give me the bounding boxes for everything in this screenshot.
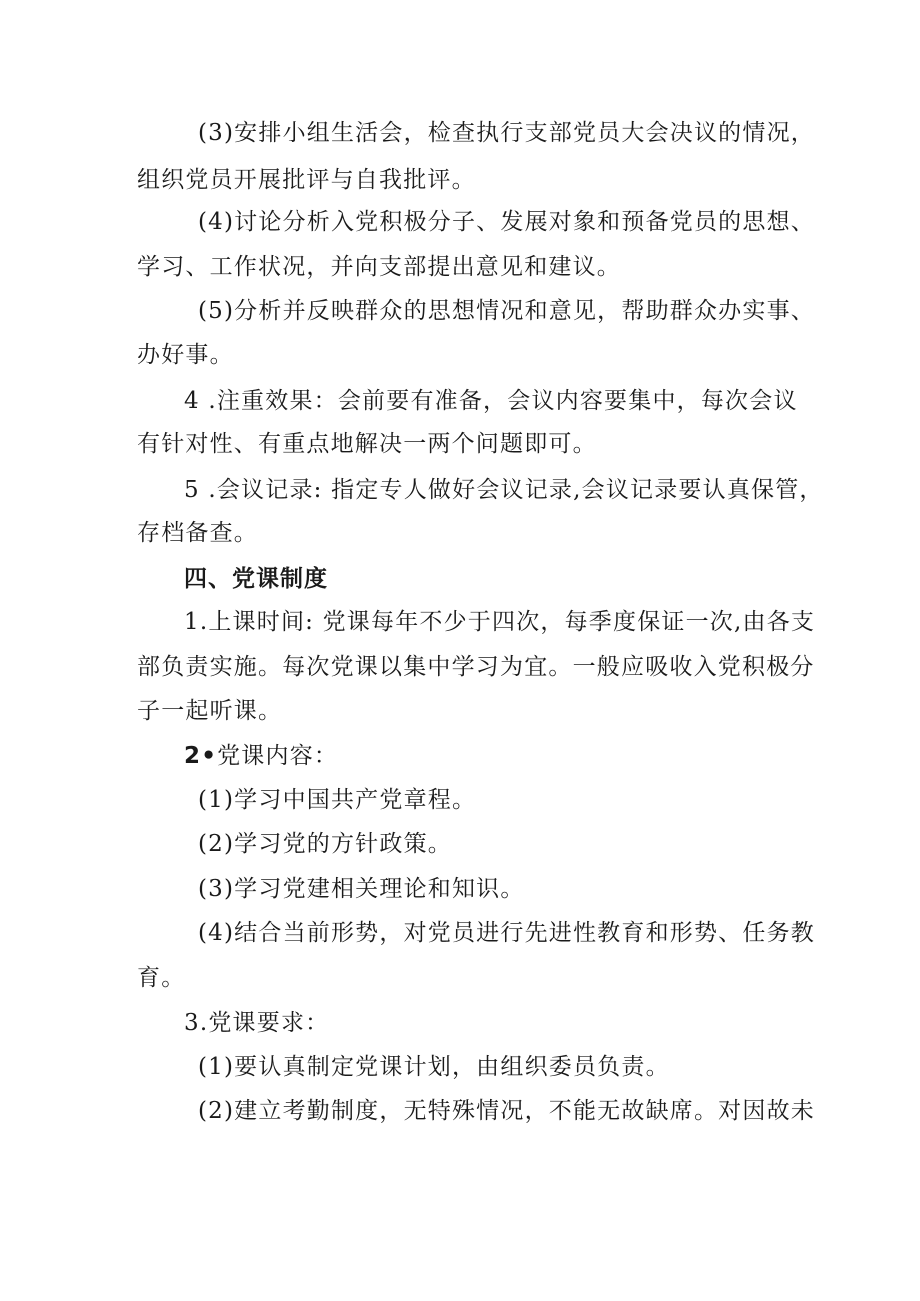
paragraph-4-line-1: (4)讨论分析入党积极分子、发展对象和预备党员的思想、 <box>198 209 815 235</box>
paragraph-5-line-2: 办好事。 <box>137 342 234 368</box>
paragraph-5-line-1: (5)分析并反映群众的思想情况和意见，帮助群众办实事、 <box>198 298 815 324</box>
section-heading-party-lecture: 四、党课制度 <box>184 566 328 592</box>
lecture-content-item-1: (1)学习中国共产党章程。 <box>198 787 477 813</box>
lecture-requirement-1: (1)要认真制定党课计划，由组织委员负责。 <box>198 1054 670 1080</box>
lecture-content-item-4-line-1: (4)结合当前形势，对党员进行先进性教育和形势、任务教 <box>198 920 815 946</box>
lecture-requirement-2: (2)建立考勤制度，无特殊情况，不能无故缺席。对因故未 <box>198 1098 815 1124</box>
item-number: 2• <box>184 743 218 769</box>
lecture-requirements-heading: 3.党课要求： <box>184 1010 330 1036</box>
lecture-time-line-2: 部负责实施。每次党课以集中学习为宜。一般应吸收入党积极分 <box>137 654 815 680</box>
paragraph-4-line-2: 学习、工作状况，并向支部提出意见和建议。 <box>137 254 621 280</box>
item-5-line-1: 5 .会议记录: 指定专人做好会议记录,会议记录要认真保管， <box>184 477 824 503</box>
item-title: 党课内容： <box>217 743 339 769</box>
lecture-content-item-3: (3)学习党建相关理论和知识。 <box>198 876 525 902</box>
lecture-content-item-2: (2)学习党的方针政策。 <box>198 831 452 857</box>
item-4-line-2: 有针对性、有重点地解决一两个问题即可。 <box>137 431 597 457</box>
item-5-line-2: 存档备查。 <box>137 520 258 546</box>
lecture-content-item-4-line-2: 育。 <box>137 965 186 991</box>
paragraph-3-line-2: 组织党员开展批评与自我批评。 <box>137 167 476 193</box>
lecture-content-heading <box>184 741 338 771</box>
lecture-time-line-1: 1.上课时间: 党课每年不少于四次，每季度保证一次,由各支 <box>184 609 816 635</box>
paragraph-3-line-1: (3)安排小组生活会，检查执行支部党员大会决议的情况， <box>198 120 815 146</box>
item-4-line-1: 4 .注重效果：会前要有准备，会议内容要集中，每次会议 <box>184 388 798 414</box>
lecture-time-line-3: 子一起听课。 <box>137 698 283 724</box>
